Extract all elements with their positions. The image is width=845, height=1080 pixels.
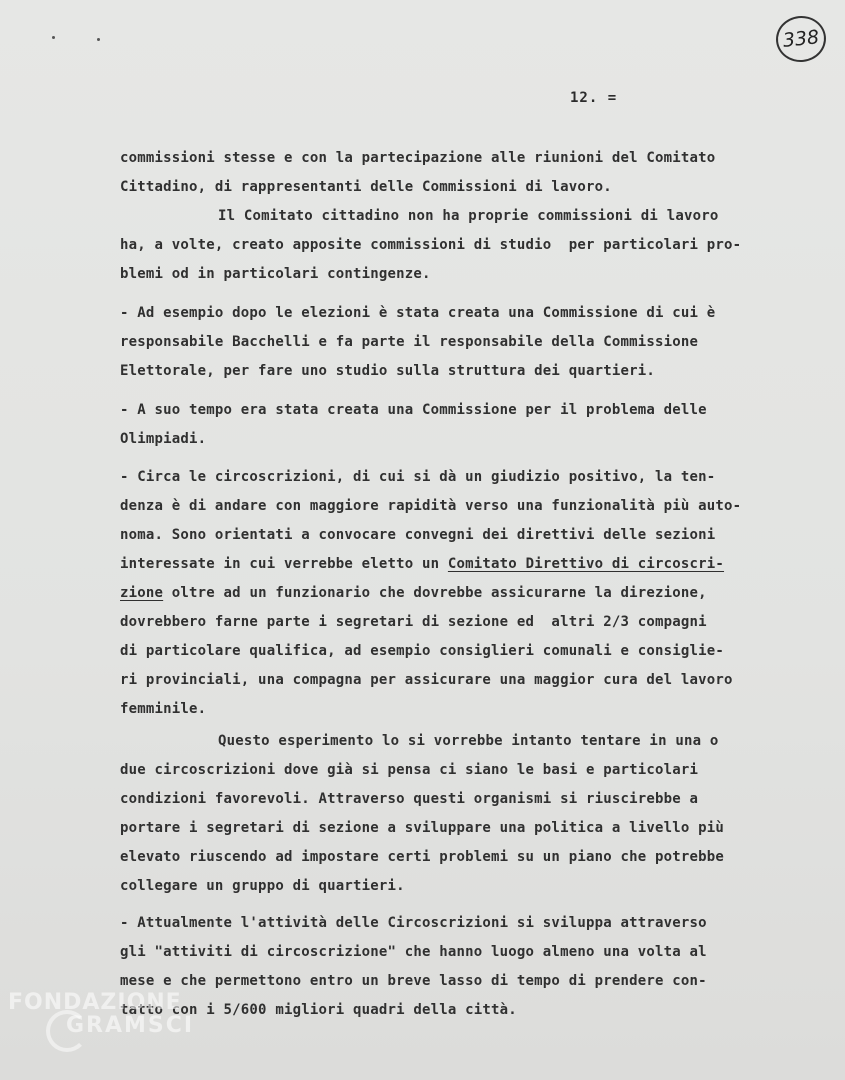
text-line: responsabile Bacchelli e fa parte il responsabile della Commissione — [120, 334, 699, 350]
text-line: - Ad esempio dopo le elezioni è stata creata una Commissione di cui è — [120, 305, 716, 321]
text-line: Cittadino, di rappresentanti delle Commissioni di lavoro. — [120, 179, 612, 195]
text-line: - A suo tempo era stata creata una Commissione per il problema delle — [120, 402, 707, 418]
text-line: tatto con i 5/600 migliori quadri della città. — [120, 1002, 517, 1018]
text-line: due circoscrizioni dove già si pensa ci siano le basi e particolari — [120, 762, 699, 778]
text-line: gli "attiviti di circoscrizione" che hanno luogo almeno una volta al — [120, 944, 707, 960]
text-line: Elettorale, per fare uno studio sulla struttura dei quartieri. — [120, 363, 655, 379]
watermark-logo-icon — [46, 1010, 88, 1052]
text-line: noma. Sono orientati a convocare convegni dei direttivi delle sezioni — [120, 527, 716, 543]
text-line: elevato riuscendo ad impostare certi problemi su un piano che potrebbe — [120, 849, 725, 865]
text-line: commissioni stesse e con la partecipazione alle riunioni del Comitato — [120, 150, 716, 166]
text-segment: interessate in cui verrebbe eletto un — [120, 556, 448, 572]
paper-speck — [97, 38, 100, 41]
text-line: di particolare qualifica, ad esempio consiglieri comunali e consiglie- — [120, 643, 725, 659]
text-line: - Attualmente l'attività delle Circoscrizioni si sviluppa attraverso — [120, 915, 707, 931]
text-line: denza è di andare con maggiore rapidità verso una funzionalità più auto- — [120, 498, 742, 514]
underlined-phrase: Comitato Direttivo di circoscri- — [447, 556, 725, 572]
watermark-bottom-text: GRAMSCI — [66, 1013, 195, 1038]
text-line: dovrebbero farne parte i segretari di sezione ed altri 2/3 compagni — [120, 614, 707, 630]
text-line-with-underline — [120, 585, 707, 601]
text-line: collegare un gruppo di quartieri. — [120, 878, 405, 894]
text-line: blemi od in particolari contingenze. — [120, 266, 431, 282]
text-segment: oltre ad un funzionario che dovrebbe assicurarne la direzione, — [163, 585, 707, 601]
fondazione-gramsci-watermark — [8, 990, 194, 1038]
underlined-phrase: zione — [120, 585, 164, 601]
text-line: ha, a volte, creato apposite commissioni di studio per particolari pro- — [120, 237, 742, 253]
text-line: Questo esperimento lo si vorrebbe intanto tentare in una o — [218, 733, 719, 749]
text-line: femminile. — [120, 701, 207, 717]
text-line: - Circa le circoscrizioni, di cui si dà un giudizio positivo, la ten- — [120, 469, 716, 485]
watermark-top-text: FONDAZIONE — [8, 990, 182, 1015]
text-line: ri provinciali, una compagna per assicurare una maggior cura del lavoro — [120, 672, 733, 688]
text-line: condizioni favorevoli. Attraverso questi organismi si riuscirebbe a — [120, 791, 699, 807]
archive-stamp-number: 338 — [774, 14, 829, 65]
text-line: portare i segretari di sezione a sviluppare una politica a livello più — [120, 820, 725, 836]
text-line-with-underline — [120, 556, 724, 572]
text-line: mese e che permettono entro un breve lasso di tempo di prendere con- — [120, 973, 707, 989]
paper-speck — [52, 36, 55, 39]
page-number: 12. = — [570, 90, 618, 106]
text-line: Olimpiadi. — [120, 431, 207, 447]
text-line: Il Comitato cittadino non ha proprie commissioni di lavoro — [218, 208, 719, 224]
